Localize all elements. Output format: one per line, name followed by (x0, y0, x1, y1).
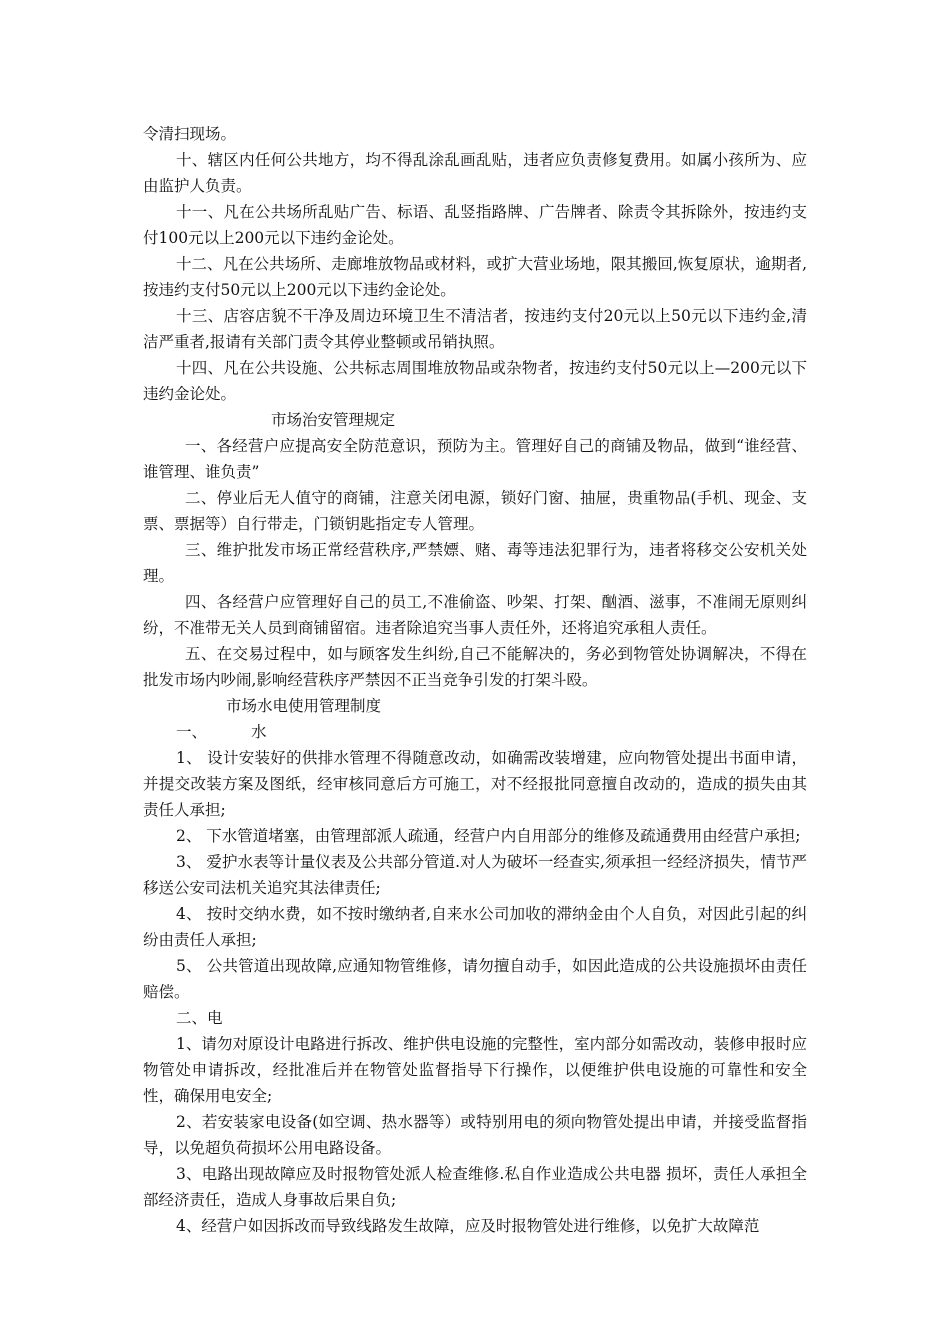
water-rule-3: 3、 爱护水表等计量仪表及公共部分管道.对人为破坏一经查实,须承担一经经济损失，情节严移送公安司法机关追究其法律责任; (143, 853, 807, 897)
water-rule-2: 2、 下水管道堵塞，由管理部派人疏通，经营户内自用部分的维修及疏通费用由经营户承担; (176, 827, 801, 845)
electric-rule-2: 2、若安装家电设备(如空调、热水器等）或特别用电的须向物管处提出申请，并接受监督指导，以免超负荷损坏公用电路设备。 (143, 1113, 807, 1157)
rule-13: 十三、店容店貌不干净及周边环境卫生不清洁者，按违约支付20元以上50元以下违约金,清洁严重者,报请有关部门责令其停业整顿或吊销执照。 (143, 307, 807, 351)
section-electric: 二、电 (176, 1009, 223, 1027)
water-rule-4: 4、 按时交纳水费，如不按时缴纳者,自来水公司加收的滞纳金由个人自负，对因此引起的纠纷由责任人承担; (143, 905, 807, 949)
section-water (143, 719, 807, 745)
security-rule-2: 二、停业后无人值守的商铺，注意关闭电源，锁好门窗、抽屉，贵重物品(手机、现金、支票、票据等）自行带走，门锁钥匙指定专人管理。 (143, 489, 807, 533)
security-rule-5: 五、在交易过程中，如与顾客发生纠纷,自己不能解决的，务必到物管处协调解决，不得在批发市场内吵闹,影响经营秩序严禁因不正当竞争引发的打架斗殴。 (143, 645, 807, 689)
water-rule-1: 1、 设计安装好的供排水管理不得随意改动，如确需改装增建，应向物管处提出书面申请，并提交改装方案及图纸，经审核同意后方可施工，对不经报批同意擅自改动的，造成的损失由其责任人承担; (143, 749, 807, 819)
rule-12: 十二、凡在公共场所、走廊堆放物品或材料，或扩大营业场地，限其搬回,恢复原状，逾期者,按违约支付50元以上200元以下违约金论处。 (143, 255, 807, 299)
electric-rule-4: 4、经营户如因拆改而导致线路发生故障，应及时报物管处进行维修，以免扩大故障范 (176, 1217, 760, 1235)
heading-utility-rules: 市场水电使用管理制度 (226, 697, 382, 715)
section-water-label: 水 (251, 723, 267, 741)
heading-security-rules: 市场治安管理规定 (271, 411, 396, 429)
security-rule-1: 一、各经营户应提高安全防范意识，预防为主。管理好自己的商铺及物品，做到“谁经营、谁管理、谁负责” (143, 437, 807, 481)
rule-11: 十一、凡在公共场所乱贴广告、标语、乱竖指路牌、广告牌者、除责令其拆除外，按违约支付100元以上200元以下违约金论处。 (143, 203, 807, 247)
document-body (143, 121, 807, 1239)
rule-10: 十、辖区内任何公共地方，均不得乱涂乱画乱贴，违者应负责修复费用。如属小孩所为、应由监护人负责。 (143, 151, 807, 195)
security-rule-4: 四、各经营户应管理好自己的员工,不准偷盗、吵架、打架、酗酒、滋事，不准闹无原则纠纷，不准带无关人员到商铺留宿。违者除追究当事人责任外，还将追究承租人责任。 (143, 593, 807, 637)
section-water-number: 一、 (176, 723, 208, 741)
rule-14: 十四、凡在公共设施、公共标志周围堆放物品或杂物者，按违约支付50元以上—200元以下违约金论处。 (143, 359, 807, 403)
electric-rule-3: 3、电路出现故障应及时报物管处派人检查维修.私自作业造成公共电器 损坏，责任人承担全部经济责任，造成人身事故后果自负; (143, 1165, 807, 1209)
security-rule-3: 三、维护批发市场正常经营秩序,严禁嫖、赌、毒等违法犯罪行为，违者将移交公安机关处理。 (143, 541, 807, 585)
water-rule-5: 5、 公共管道出现故障,应通知物管维修，请勿擅自动手，如因此造成的公共设施损坏由责任赔偿。 (143, 957, 807, 1001)
electric-rule-1: 1、请勿对原设计电路进行拆改、维护供电设施的完整性，室内部分如需改动，装修申报时应 物管处申请拆改，经批准后并在物管处监督指导下行操作，以便维护供电设施的可靠性和安全性，确保用电安全; (143, 1035, 807, 1105)
paragraph-intro: 令清扫现场。 (143, 125, 237, 143)
